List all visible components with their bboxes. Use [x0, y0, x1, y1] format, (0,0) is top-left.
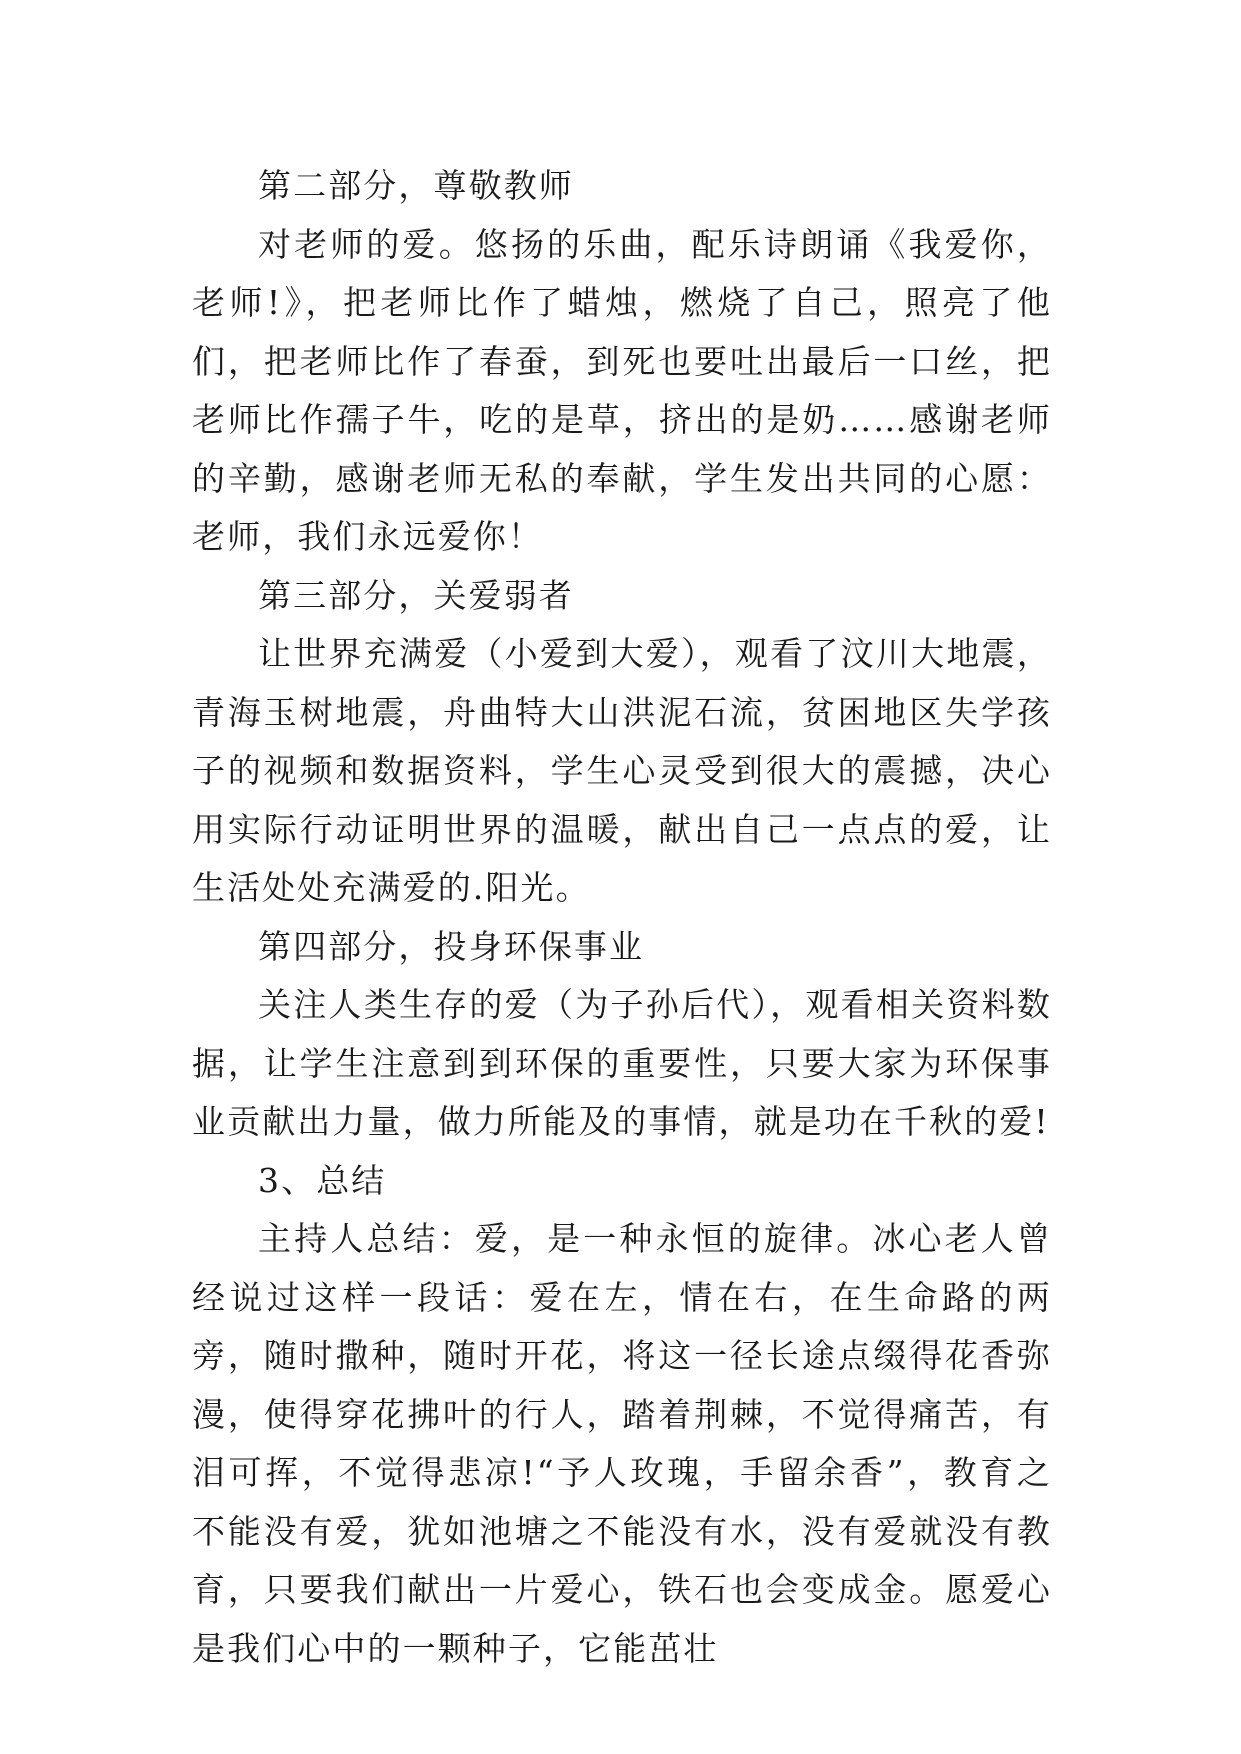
- paragraph-love-for-teachers: 对老师的爱。悠扬的乐曲，配乐诗朗诵《我爱你，老师!》，把老师比作了蜡烛，燃烧了自己，照亮了他们，把老师比作了春蚕，到死也要吐出最后一口丝，把老师比作孺子牛，吃的是草，挤出的是奶……感谢老师的辛勤，感谢老师无私的奉献，学生发出共同的心愿：老师，我们永远爱你！: [192, 224, 1052, 556]
- paragraph-world-full-of-love: 让世界充满爱（小爱到大爱），观看了汶川大地震，青海玉树地震，舟曲特大山洪泥石流，贫困地区失学孩子的视频和数据资料，学生心灵受到很大的震撼，决心用实际行动证明世界的温暖，献出自己一点点的爱，让生活处处充满爱的.阳光。: [192, 634, 1052, 907]
- paragraph-host-summary: 主持人总结：爱，是一种永恒的旋律。冰心老人曾经说过这样一段话：爱在左，情在右，在生命路的两旁，随时撒种，随时开花，将这一径长途点缀得花香弥漫，使得穿花拂叶的行人，踏着荆棘，不觉得痛苦，有泪可挥，不觉得悲凉!“予人玫瑰，手留余香”，教育之不能没有爱，犹如池塘之不能没有水，没有爱就没有教育，只要我们献出一片爱心，铁石也会变成金。愿爱心是我们心中的一颗种子，它能茁壮: [192, 1219, 1052, 1668]
- section-heading-care-for-the-weak: 第三部分，关爱弱者: [258, 575, 574, 615]
- section-heading-summary: 3、总结: [258, 1160, 387, 1200]
- document-body: [192, 157, 1052, 1678]
- section-heading-environmental-protection: 第四部分，投身环保事业: [258, 926, 645, 966]
- paragraph-love-for-humanity: 关注人类生存的爱（为子孙后代），观看相关资料数据，让学生注意到到环保的重要性，只要大家为环保事业贡献出力量，做力所能及的事情，就是功在千秋的爱!: [192, 985, 1052, 1141]
- section-heading-respect-teachers: 第二部分，尊敬教师: [258, 166, 574, 205]
